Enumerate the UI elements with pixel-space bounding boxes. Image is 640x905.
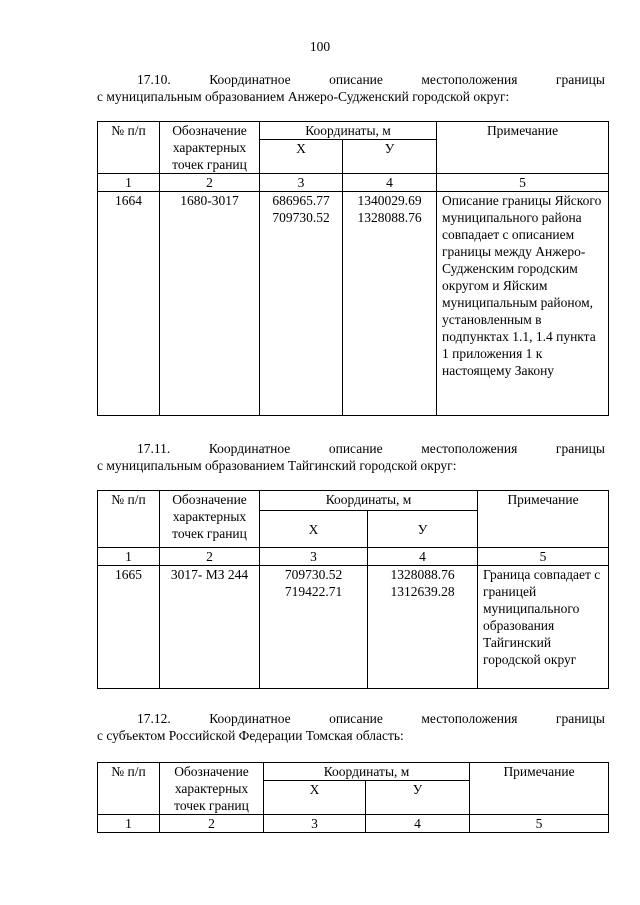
table-row — [98, 566, 609, 689]
index-cell: 4 — [343, 174, 437, 192]
header-num: № п/п — [98, 763, 160, 815]
y-value: 1328088.76 — [390, 567, 455, 582]
x-value: 709730.52 — [284, 567, 343, 582]
header-x: X — [264, 781, 366, 815]
index-cell: 3 — [264, 815, 366, 833]
header-y: У — [343, 140, 437, 174]
index-cell: 2 — [160, 815, 264, 833]
index-cell: 4 — [366, 815, 470, 833]
row-point: 1680-3017 — [160, 192, 260, 416]
heading-word: описание — [328, 441, 383, 456]
header-num: № п/п — [98, 491, 160, 548]
header-coords: Координаты, м — [260, 491, 478, 511]
index-cell: 2 — [160, 548, 260, 566]
coordinates-table-17-10 — [97, 121, 609, 416]
x-value: 719422.71 — [284, 584, 343, 599]
section-number: 17.10. — [137, 72, 171, 87]
heading-word: границы — [555, 441, 605, 456]
header-note: Примечание — [437, 122, 609, 174]
header-point: Обозначение характерных точек границ — [160, 122, 260, 174]
header-x: X — [260, 511, 368, 548]
heading-word: границы — [555, 72, 605, 87]
y-value: 1340029.69 — [357, 193, 422, 208]
heading-word: Координатное — [209, 72, 291, 87]
header-coords: Координаты, м — [260, 122, 437, 140]
index-cell: 1 — [98, 815, 160, 833]
row-point: 3017- МЗ 244 — [160, 566, 260, 689]
heading-word: местоположения — [421, 711, 518, 726]
page-number: 100 — [309, 39, 331, 54]
section-heading-17-10 — [97, 71, 605, 105]
heading-word: границы — [555, 711, 605, 726]
index-cell: 3 — [260, 174, 343, 192]
section-number: 17.11. — [137, 441, 171, 456]
row-num: 1665 — [98, 566, 160, 689]
row-num: 1664 — [98, 192, 160, 416]
x-value: 686965.77 — [272, 193, 330, 208]
heading-line2: с муниципальным образованием Тайгинский городской округ: — [97, 458, 457, 473]
heading-line2: с субъектом Российской Федерации Томская область: — [97, 728, 404, 743]
index-cell: 5 — [478, 548, 609, 566]
row-note: Описание границы Яйского муниципального района совпадает с описанием границы между Анжеро-Судженским городским округом и Яйским муниципальным районом, установленным в подпунктах 1.1, 1.4 пункта 1 приложения 1 к настоящему Закону — [437, 192, 609, 416]
y-value: 1312639.28 — [390, 584, 455, 599]
heading-word: местоположения — [421, 72, 518, 87]
header-x: X — [260, 140, 343, 174]
section-number: 17.12. — [137, 711, 171, 726]
row-note: Граница совпадает с границей муниципального образования Тайгинский городской округ — [478, 566, 609, 689]
index-cell: 5 — [437, 174, 609, 192]
heading-word: местоположения — [421, 441, 518, 456]
x-value: 709730.52 — [272, 210, 330, 225]
row-y — [343, 192, 437, 416]
header-y: У — [366, 781, 470, 815]
header-note: Примечание — [478, 491, 609, 548]
coordinates-table-17-12 — [97, 762, 609, 833]
table-row — [98, 192, 609, 416]
heading-word: Координатное — [208, 441, 291, 456]
coordinates-table-17-11 — [97, 490, 609, 689]
index-cell: 3 — [260, 548, 368, 566]
row-y — [368, 566, 478, 689]
heading-word: описание — [329, 711, 383, 726]
y-value: 1328088.76 — [357, 210, 422, 225]
header-point: Обозначение характерных точек границ — [160, 763, 264, 815]
header-note: Примечание — [470, 763, 609, 815]
section-heading-17-12 — [97, 710, 605, 744]
row-x — [260, 566, 368, 689]
header-num: № п/п — [98, 122, 160, 174]
row-x — [260, 192, 343, 416]
heading-word: описание — [329, 72, 383, 87]
index-cell: 4 — [368, 548, 478, 566]
header-point: Обозначение характерных точек границ — [160, 491, 260, 548]
header-coords: Координаты, м — [264, 763, 470, 781]
index-cell: 5 — [470, 815, 609, 833]
header-y: У — [368, 511, 478, 548]
heading-line2: с муниципальным образованием Анжеро-Судженский городской округ: — [97, 89, 510, 104]
heading-word: Координатное — [209, 711, 291, 726]
index-cell: 1 — [98, 548, 160, 566]
section-heading-17-11 — [97, 440, 605, 474]
index-cell: 2 — [160, 174, 260, 192]
index-cell: 1 — [98, 174, 160, 192]
